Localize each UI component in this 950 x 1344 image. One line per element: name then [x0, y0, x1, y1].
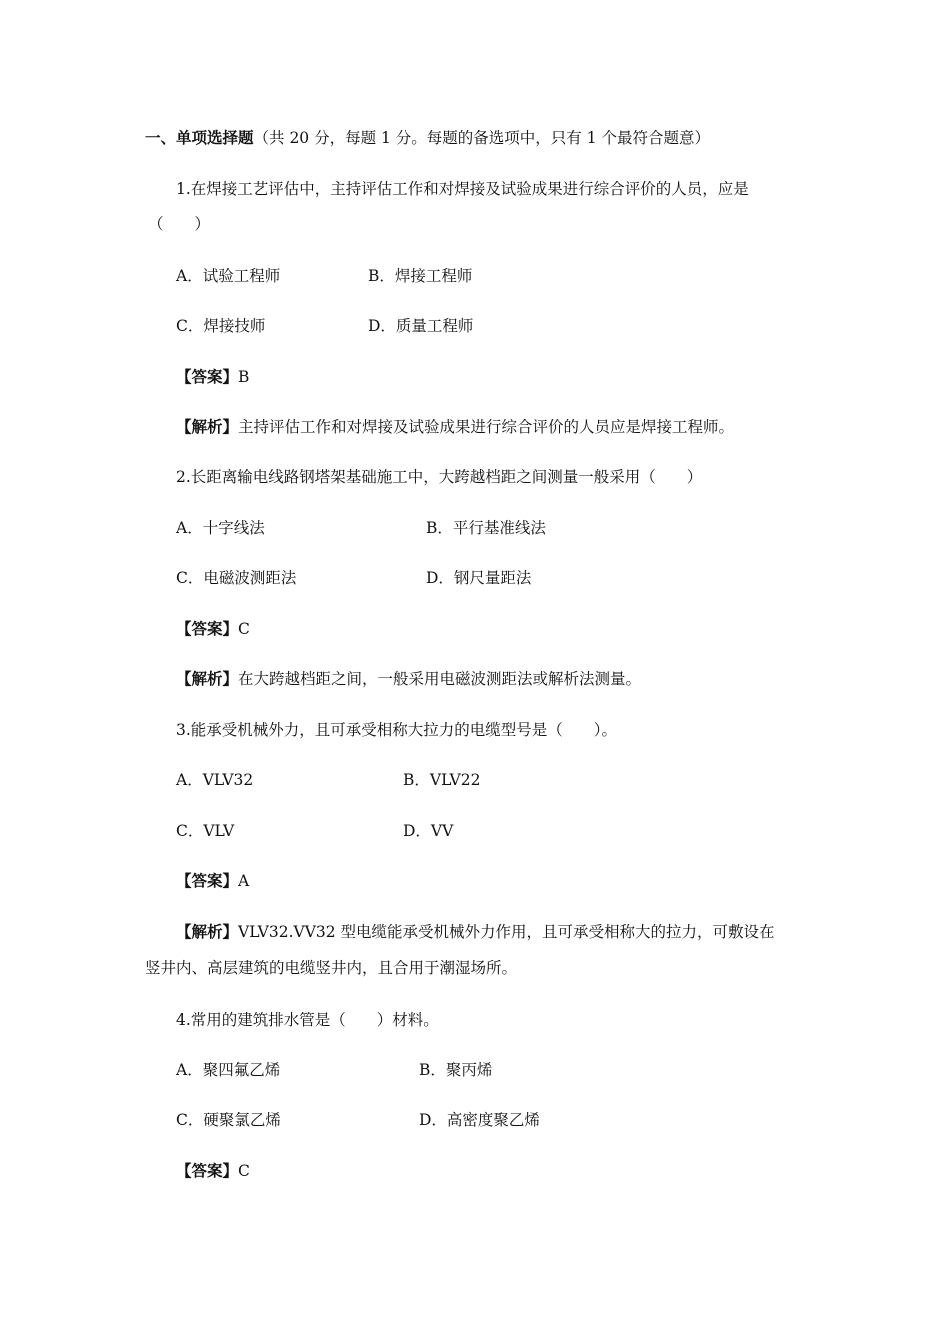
question-4-answer [176, 1161, 250, 1181]
analysis-label: 【解析】 [176, 923, 239, 941]
question-1-stem: 1.在焊接工艺评估中，主持评估工作和对焊接及试验成果进行综合评价的人员，应是 [176, 180, 749, 198]
question-4-option-d: D．高密度聚乙烯 [419, 1111, 540, 1129]
question-3-option-d: D．VV [403, 822, 454, 840]
analysis-text: 在大跨越档距之间，一般采用电磁波测距法或解析法测量。 [238, 670, 642, 688]
answer-label: 【答案】 [176, 1162, 239, 1180]
question-3-answer [176, 871, 249, 891]
question-2-answer [176, 619, 250, 639]
analysis-text: 主持评估工作和对焊接及试验成果进行综合评价的人员应是焊接工程师。 [238, 418, 735, 436]
answer-value: C [238, 1162, 250, 1180]
question-2-analysis [176, 669, 641, 689]
question-4-option-c: C．硬聚氯乙烯 [176, 1111, 281, 1129]
question-3-option-b: B．VLV22 [403, 771, 481, 789]
question-4-stem: 4.常用的建筑排水管是（ ）材料。 [176, 1011, 439, 1029]
question-1-answer [176, 367, 249, 387]
question-1-stem-cont: （ ） [148, 215, 211, 233]
answer-value: B [238, 368, 250, 386]
question-2-option-d: D．钢尺量距法 [426, 569, 532, 587]
section-heading [145, 128, 710, 148]
answer-value: C [238, 620, 250, 638]
analysis-label: 【解析】 [176, 670, 239, 688]
question-3-option-a: A．VLV32 [176, 771, 254, 789]
answer-label: 【答案】 [176, 872, 239, 890]
answer-label: 【答案】 [176, 368, 239, 386]
section-title: 一、单项选择题 [145, 129, 254, 147]
answer-label: 【答案】 [176, 620, 239, 638]
question-3-analysis-cont: 竖井内、高层建筑的电缆竖井内，且合用于潮湿场所。 [145, 959, 518, 977]
section-note: （共 20 分，每题 1 分。每题的备选项中，只有 1 个最符合题意） [253, 129, 711, 147]
question-2-stem: 2.长距离输电线路钢塔架基础施工中，大跨越档距之间测量一般采用（ ） [176, 468, 703, 486]
question-1-option-d: D．质量工程师 [368, 317, 474, 335]
analysis-text: VLV32.VV32 型电缆能承受机械外力作用，且可承受相称大的拉力，可敷设在 [238, 923, 775, 941]
question-2-option-b: B．平行基准线法 [426, 519, 546, 537]
question-3-stem: 3.能承受机械外力，且可承受相称大拉力的电缆型号是（ ）。 [176, 721, 618, 739]
question-2-option-c: C．电磁波测距法 [176, 569, 297, 587]
question-1-analysis [176, 417, 734, 437]
question-3-analysis [176, 922, 775, 942]
question-4-option-a: A．聚四氟乙烯 [176, 1061, 281, 1079]
question-3-option-c: C．VLV [176, 822, 235, 840]
analysis-label: 【解析】 [176, 418, 239, 436]
question-4-option-b: B．聚丙烯 [419, 1061, 493, 1079]
question-1-option-a: A．试验工程师 [176, 267, 281, 285]
answer-value: A [238, 872, 250, 890]
question-1-option-c: C．焊接技师 [176, 317, 266, 335]
question-2-option-a: A．十字线法 [176, 519, 265, 537]
question-1-option-b: B．焊接工程师 [368, 267, 473, 285]
